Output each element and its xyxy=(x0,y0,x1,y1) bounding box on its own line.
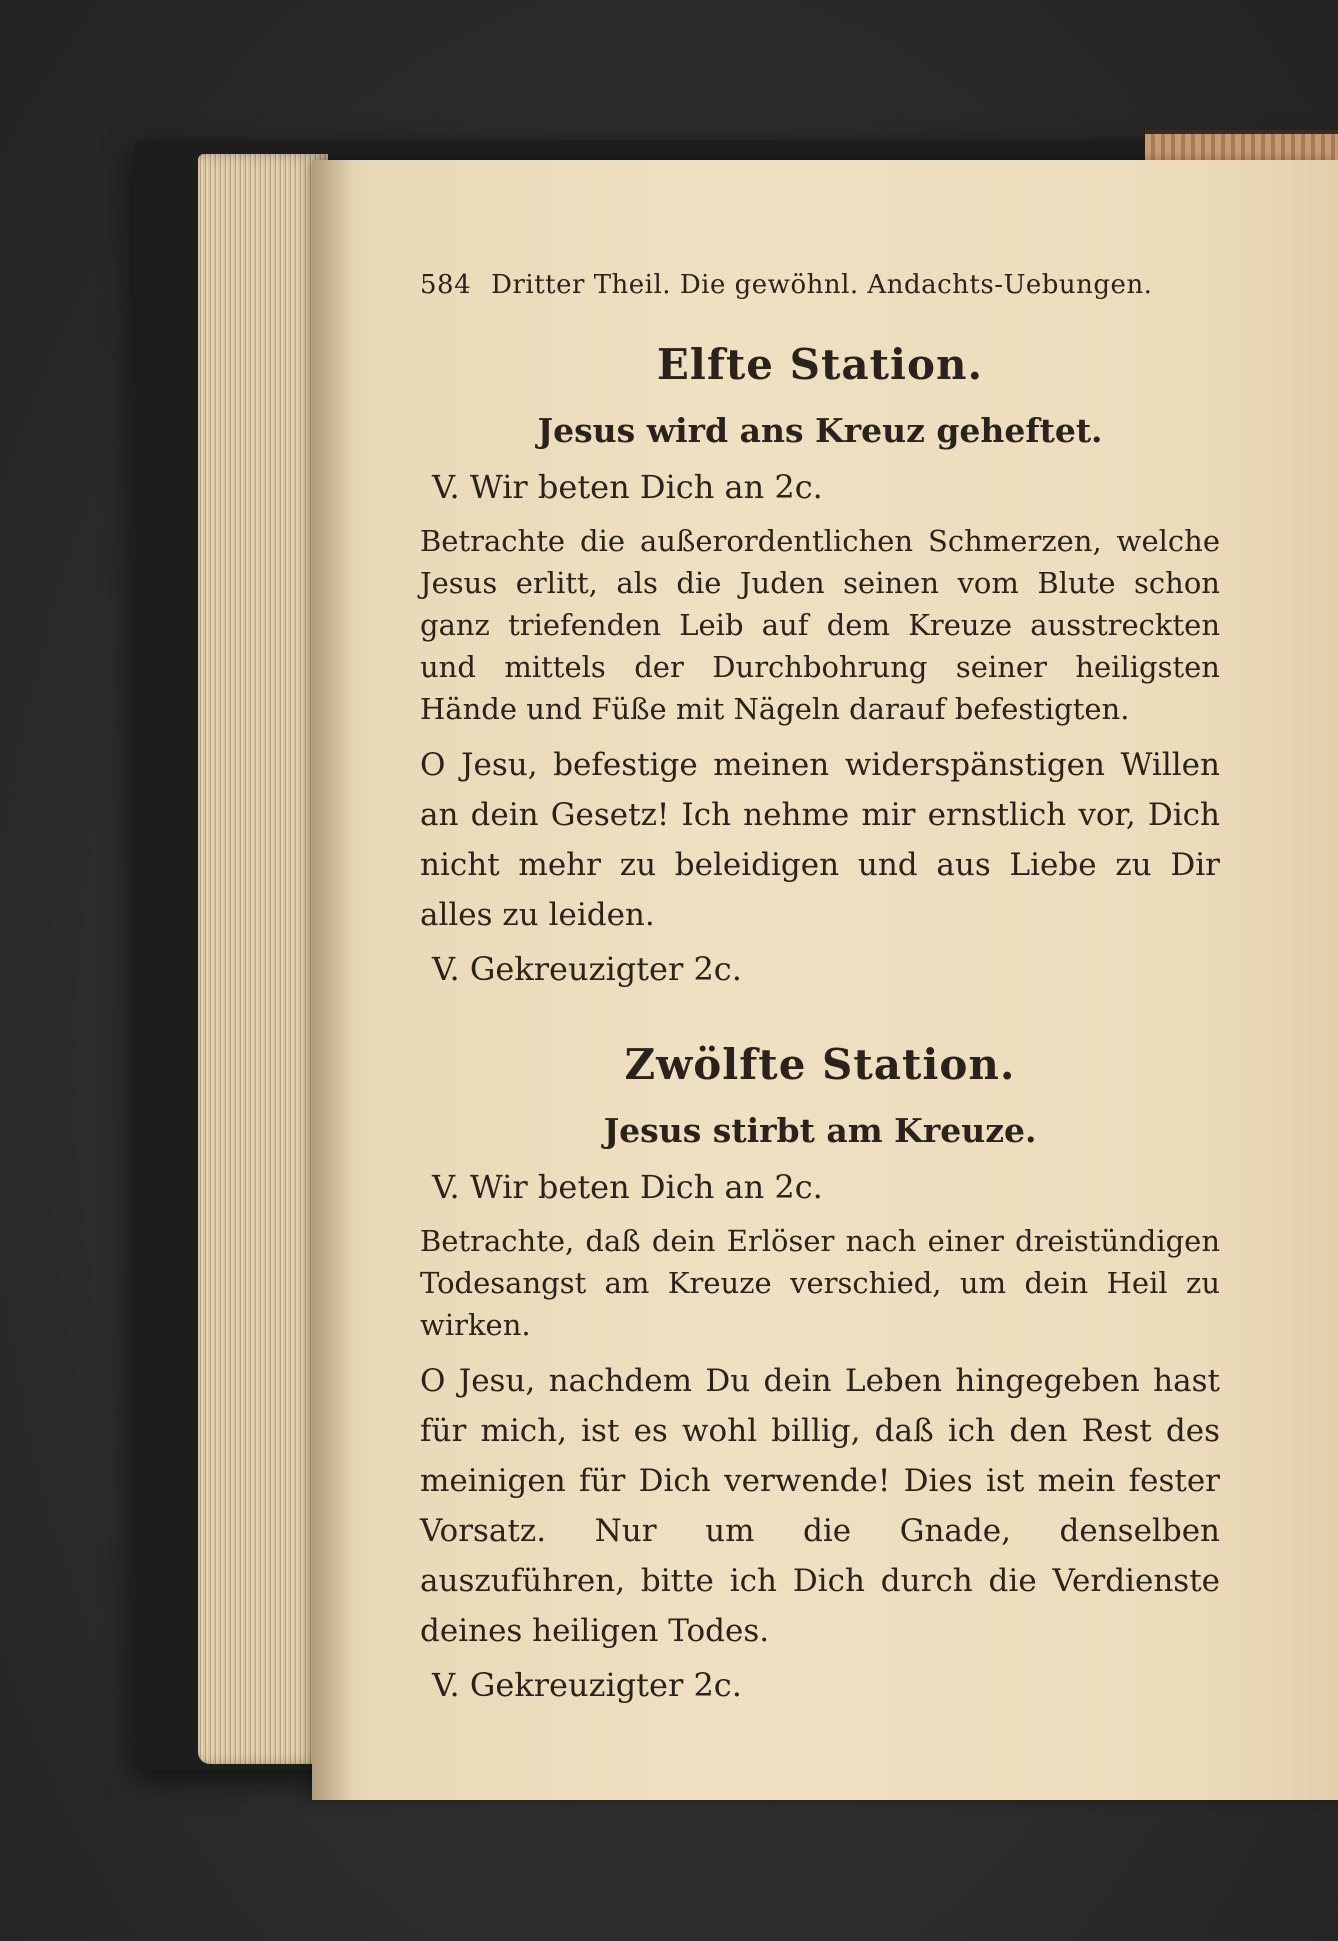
station-heading: Zwölfte Station. xyxy=(624,1040,1016,1089)
running-head-title: Dritter Theil. Die gewöhnl. Andachts-Uebungen. xyxy=(491,270,1153,300)
station-twelve xyxy=(420,1040,1220,1704)
station-subheading: Jesus wird ans Kreuz geheftet. xyxy=(537,411,1103,450)
closing-versicle: V. Gekreuzigter 2c. xyxy=(432,950,742,988)
running-head xyxy=(420,270,1220,300)
station-eleven xyxy=(420,340,1220,988)
page-text xyxy=(420,270,1220,1718)
page-number: 584 xyxy=(420,270,472,300)
closing-versicle: V. Gekreuzigter 2c. xyxy=(432,1666,742,1704)
station-heading: Elfte Station. xyxy=(656,340,984,389)
prayer-paragraph: O Jesu, befestige meinen widerspänstigen Willen an dein Gesetz! Ich nehme mir ernstlich vor, Dich nicht mehr zu beleidigen und aus Liebe zu Dir alles zu leiden. xyxy=(420,747,1220,933)
gutter-shadow xyxy=(312,160,352,1800)
meditation-paragraph: Betrachte die außerordentlichen Schmerzen, welche Jesus erlitt, als die Juden seinen vom Blute schon ganz triefenden Leib auf dem Kreuze ausstreckten und mittels der Durchbohrung seiner heiligsten Hände und Füße mit Nägeln darauf befestigten. xyxy=(420,524,1220,726)
station-subheading: Jesus stirbt am Kreuze. xyxy=(603,1111,1037,1150)
prayer-paragraph: O Jesu, nachdem Du dein Leben hingegeben hast für mich, ist es wohl billig, daß ich den Rest des meinigen für Dich verwende! Dies ist mein fester Vorsatz. Nur um die Gnade, denselben auszuführen, bitte ich Dich durch die Verdienste deines heiligen Todes. xyxy=(420,1363,1220,1649)
page-edges xyxy=(198,154,328,1764)
versicle: V. Wir beten Dich an 2c. xyxy=(432,1168,823,1206)
versicle: V. Wir beten Dich an 2c. xyxy=(432,468,823,506)
meditation-paragraph: Betrachte, daß dein Erlöser nach einer dreistündigen Todesangst am Kreuze verschied, um dein Heil zu wirken. xyxy=(420,1224,1220,1342)
